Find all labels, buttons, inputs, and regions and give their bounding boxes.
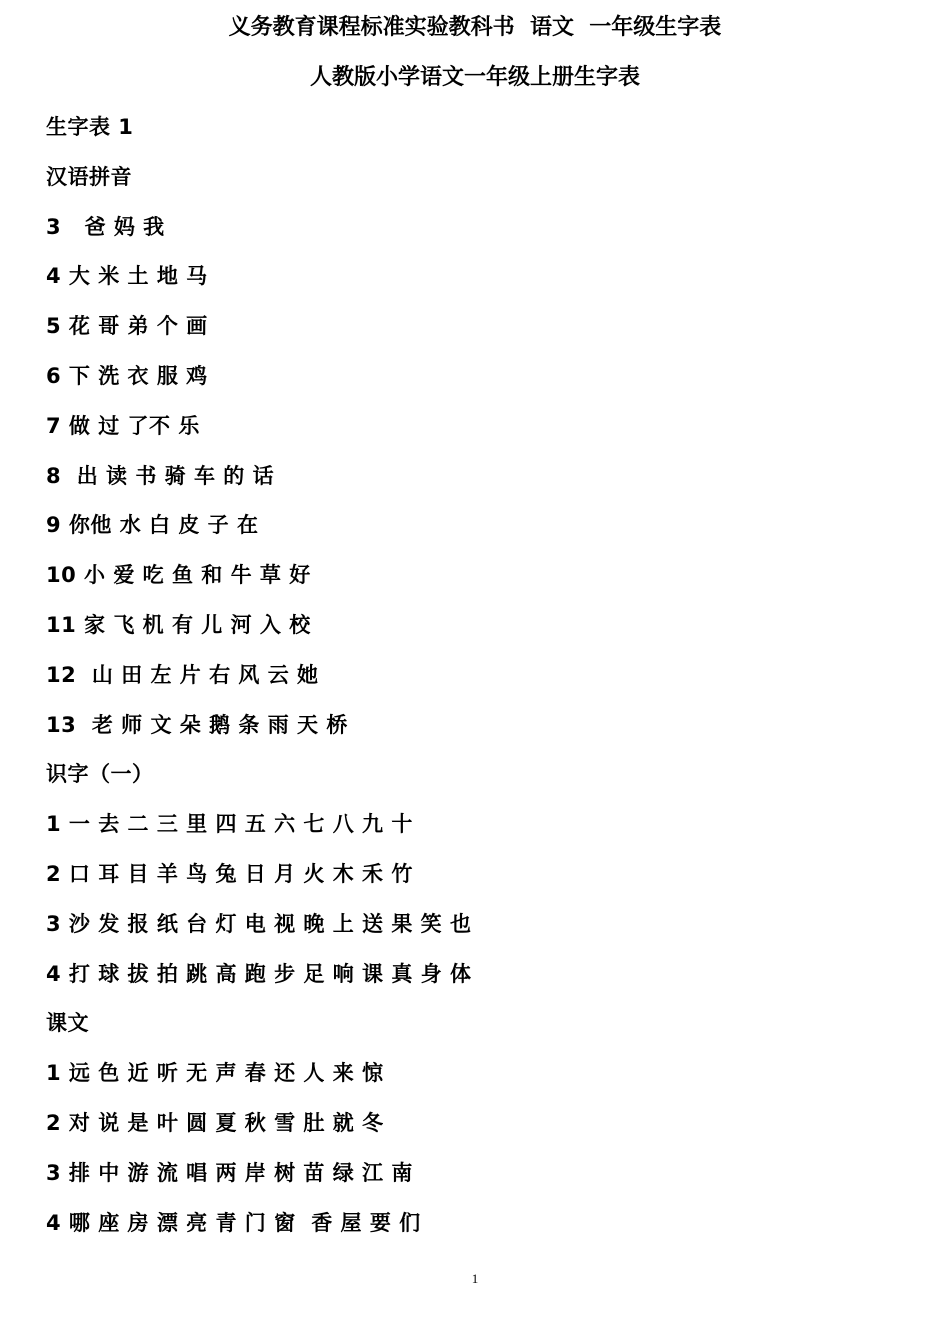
lesson-line: 12 山 田 左 片 右 风 云 她 — [46, 662, 319, 687]
lesson-line: 2 对 说 是 叶 圆 夏 秋 雪 肚 就 冬 — [46, 1110, 384, 1135]
character-list — [46, 113, 906, 1258]
lesson-line: 2 口 耳 目 羊 鸟 兔 日 月 火 木 禾 竹 — [46, 861, 413, 886]
lesson-line: 11 家 飞 机 有 儿 河 入 校 — [46, 612, 311, 637]
page-number: 1 — [471, 1271, 479, 1286]
lesson-line: 8 出 读 书 骑 车 的 话 — [46, 463, 275, 488]
lesson-line: 7 做 过 了不 乐 — [46, 413, 200, 438]
lesson-line: 1 远 色 近 听 无 声 春 还 人 来 惊 — [46, 1061, 384, 1086]
document-subtitle: 人教版小学语文一年级上册生字表 — [309, 65, 640, 90]
lesson-line: 1 一 去 二 三 里 四 五 六 七 八 九 十 — [46, 812, 413, 837]
section-heading: 识字（一） — [46, 762, 154, 787]
lesson-line: 9 你他 水 白 皮 子 在 — [46, 513, 259, 538]
section-heading: 课文 — [46, 1011, 89, 1036]
section-heading: 汉语拼音 — [46, 164, 132, 189]
lesson-line: 4 哪 座 房 漂 亮 青 门 窗 香 屋 要 们 — [46, 1210, 421, 1235]
lesson-line: 3 沙 发 报 纸 台 灯 电 视 晚 上 送 果 笑 也 — [46, 911, 472, 936]
lesson-line: 3 爸 妈 我 — [46, 214, 165, 239]
lesson-line: 10 小 爱 吃 鱼 和 牛 草 好 — [46, 563, 311, 588]
section-heading: 生字表 1 — [46, 115, 134, 139]
document-title: 义务教育课程标准实验教科书 语文 一年级生字表 — [228, 15, 722, 40]
lesson-line: 4 大 米 土 地 马 — [46, 264, 208, 289]
lesson-line: 3 排 中 游 流 唱 两 岸 树 苗 绿 江 南 — [46, 1160, 413, 1185]
lesson-line: 5 花 哥 弟 个 画 — [46, 314, 208, 339]
lesson-line: 6 下 洗 衣 服 鸡 — [46, 363, 208, 388]
lesson-line: 13 老 师 文 朵 鹅 条 雨 天 桥 — [46, 712, 348, 737]
lesson-line: 4 打 球 拔 拍 跳 高 跑 步 足 响 课 真 身 体 — [46, 961, 472, 986]
